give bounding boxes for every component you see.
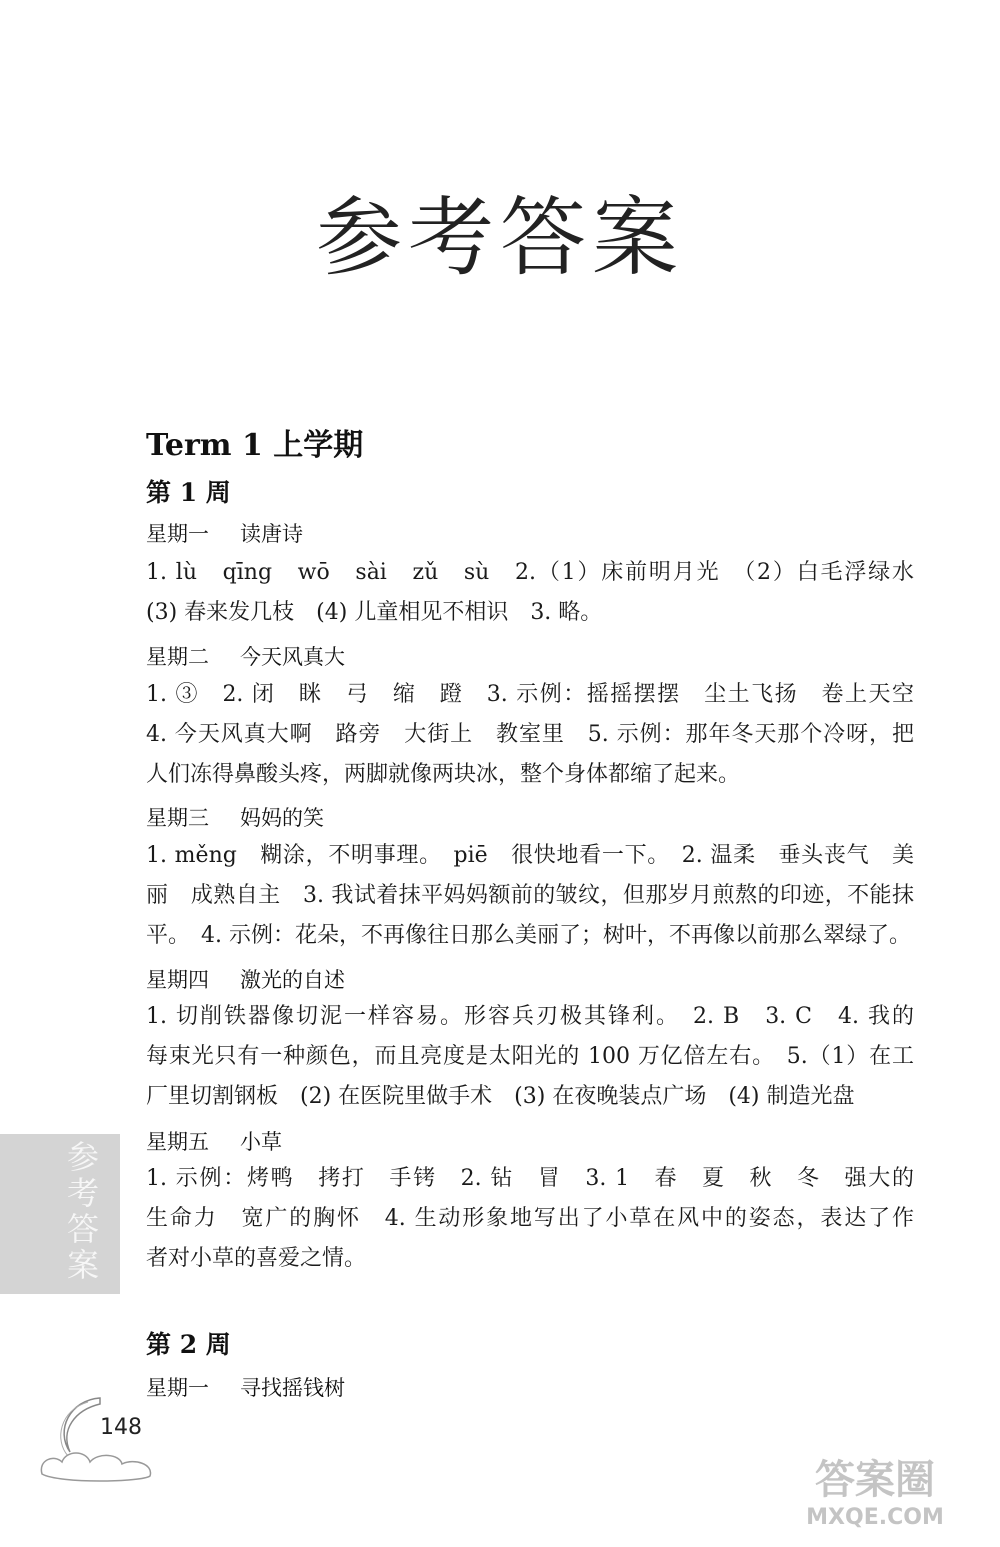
answer-line: 生命力 宽广的胸怀 4. 生动形象地写出了小草在风中的姿态，表达了作	[146, 1206, 914, 1231]
watermark-logo: 答案圈	[815, 1457, 935, 1503]
answer-line: 1. lù qīng wō sài zǔ sù 2.（1）床前明月光 （2）白毛浮绿水	[146, 560, 914, 585]
day-topic: 寻找摇钱树	[240, 1376, 345, 1400]
day-topic: 激光的自述	[240, 968, 345, 992]
day-heading	[146, 1126, 282, 1156]
answer-line: (3) 春来发几枝 (4) 儿童相见不相识 3. 略。	[146, 600, 603, 625]
answer-line: 1. měng 糊涂，不明事理。 piē 很快地看一下。 2. 温柔 垂头丧气 美	[146, 843, 914, 868]
side-tab	[0, 1134, 120, 1294]
answer-line: 厂里切割钢板 (2) 在医院里做手术 (3) 在夜晚装点广场 (4) 制造光盘	[146, 1084, 855, 1109]
day-label: 星期五	[146, 1130, 209, 1154]
answer-line: 1. 切削铁器像切泥一样容易。形容兵刃极其锋利。 2. B 3. C 4. 我的	[146, 1004, 914, 1029]
day-topic: 今天风真大	[240, 645, 345, 669]
term-heading: Term 1 上学期	[146, 428, 364, 463]
watermark-url: MXQE.COM	[806, 1505, 944, 1530]
moon-cloud-icon	[30, 1390, 165, 1490]
day-topic: 妈妈的笑	[240, 806, 324, 830]
day-heading	[146, 1372, 345, 1402]
day-label: 星期一	[146, 1376, 209, 1400]
day-heading	[146, 802, 324, 832]
day-heading	[146, 641, 345, 671]
day-topic: 小草	[240, 1130, 282, 1154]
watermark	[760, 1455, 990, 1545]
day-heading	[146, 964, 345, 994]
day-topic: 读唐诗	[240, 522, 303, 546]
answer-line: 者对小草的喜爱之情。	[146, 1246, 367, 1271]
answer-line: 每束光只有一种颜色，而且亮度是太阳光的 100 万亿倍左右。 5.（1）在工	[146, 1044, 914, 1069]
day-label: 星期一	[146, 522, 209, 546]
page-title: 参考答案	[316, 188, 684, 288]
day-heading	[146, 518, 303, 548]
answer-line: 1. 示例：烤鸭 拷打 手铐 2. 钻 冒 3. 1 春 夏 秋 冬 强大的	[146, 1166, 914, 1191]
side-tab-label: 参考答案	[62, 1140, 100, 1284]
answer-line: 4. 今天风真大啊 路旁 大街上 教室里 5. 示例：那年冬天那个冷呀，把	[146, 722, 914, 747]
week-heading: 第 2 周	[146, 1330, 231, 1359]
day-label: 星期二	[146, 645, 209, 669]
week-heading: 第 1 周	[146, 478, 231, 507]
day-label: 星期四	[146, 968, 209, 992]
answer-line: 平。 4. 示例：花朵，不再像往日那么美丽了；树叶，不再像以前那么翠绿了。	[146, 923, 911, 948]
day-label: 星期三	[146, 806, 209, 830]
answer-line: 丽 成熟自主 3. 我试着抹平妈妈额前的皱纹，但那岁月煎熬的印迹，不能抹	[146, 883, 914, 908]
answer-line: 1. ③ 2. 闭 眯 弓 缩 蹬 3. 示例：摇摇摆摆 尘土飞扬 卷上天空	[146, 682, 914, 707]
answer-line: 人们冻得鼻酸头疼，两脚就像两块冰，整个身体都缩了起来。	[146, 762, 741, 787]
page-number: 148	[100, 1415, 142, 1440]
